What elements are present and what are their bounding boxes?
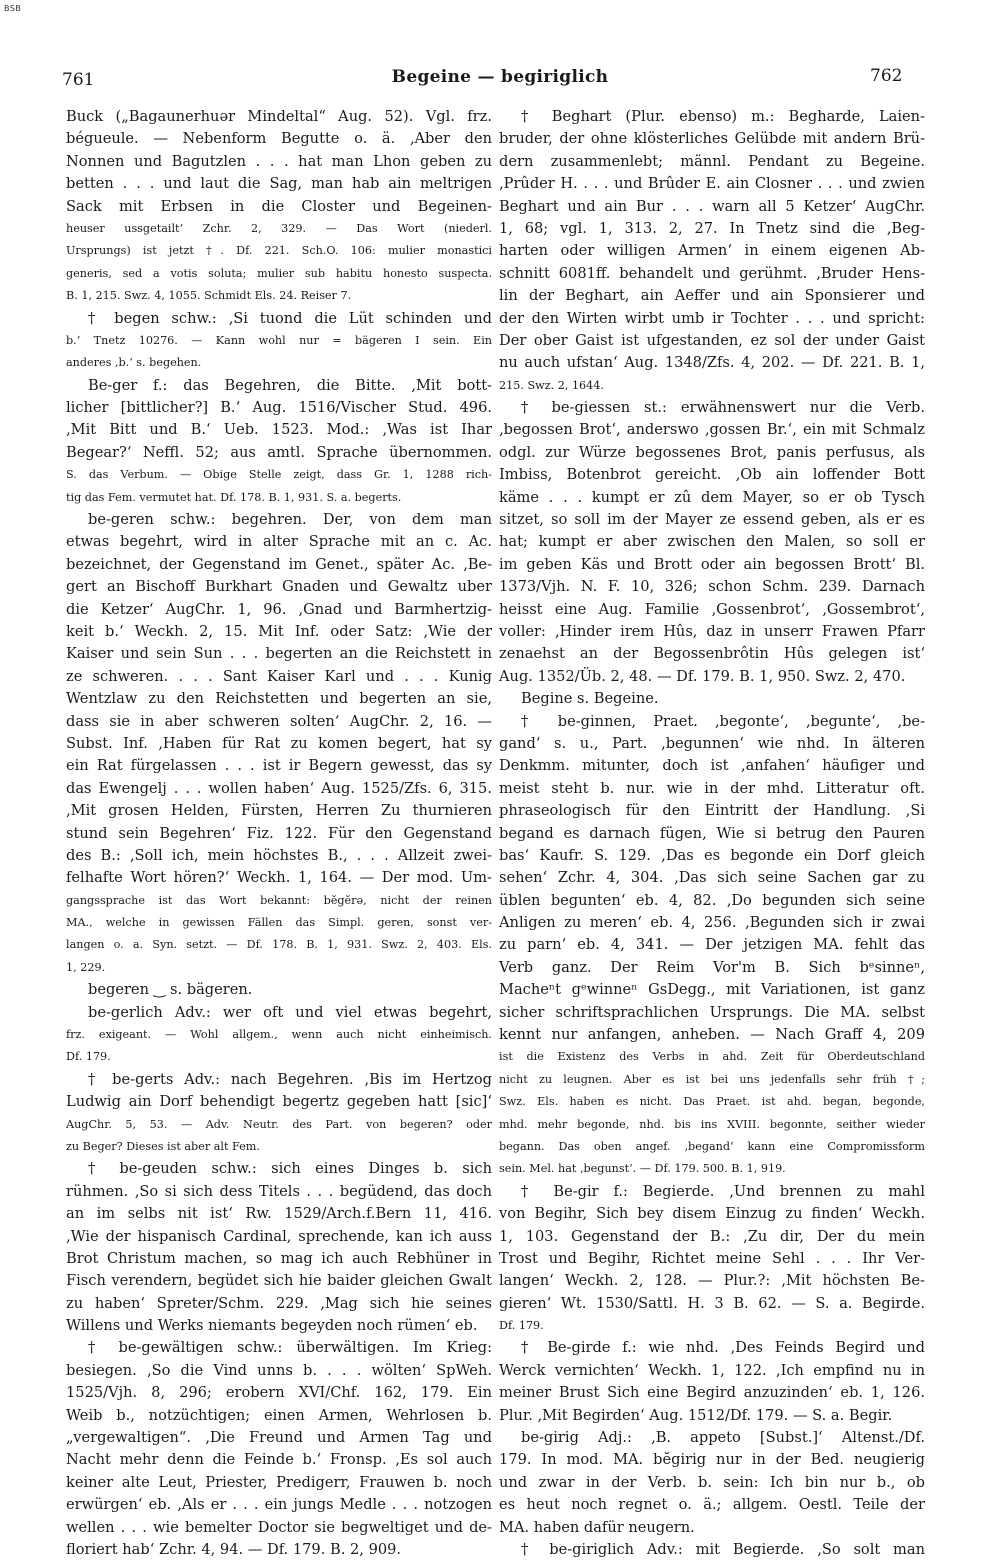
text-line: besiegen. ‚So die Vind unns b. . . . wölten‘ SpWeh.: [66, 1361, 492, 1379]
text-line: lin der Beghart, ain Aeffer und ain Sponsierer und: [499, 287, 925, 305]
text-line: Swz. Els. haben es nicht. Das Praet. ist ahd. began, begonde,: [499, 1095, 925, 1109]
text-line: † Beghart (Plur. ebenso) m.: Begharde, Laien-: [521, 108, 925, 125]
text-line: wellen . . . wie bemelter Doctor sie begweltiget und de-: [66, 1518, 492, 1536]
text-line: Trost und Begihr, Richtet meine Sehl . . . Ihr Ver-: [499, 1249, 925, 1267]
text-line: ‚Prûder H. . . . und Brûder E. ain Closner . . . und zwien: [499, 175, 925, 193]
text-line: ‚Mit Bitt und B.‘ Ueb. 1523. Mod.: ‚Was ist Ihar: [66, 421, 492, 439]
text-line: der den Wirten wirbt umb ir Tochter . . . und spricht:: [499, 309, 925, 327]
text-line: Subst. Inf. ‚Haben für Rat zu komen begert, hat sy: [66, 734, 492, 752]
text-line: Sack mit Erbsen in die Closter und Begeinen-: [66, 197, 492, 215]
text-line: Ludwig ain Dorf behendigt begertz gegeben hatt [sic]‘: [66, 1093, 492, 1111]
text-line: Fisch verendern, begüdet sich hie baider gleichen Gwalt: [66, 1272, 492, 1290]
text-line: Wentzlaw zu den Reichstetten und begerten an sie,: [66, 690, 492, 708]
text-line: Anligen zu meren‘ eb. 4, 256. ‚Begunden sich ir zwai: [499, 914, 925, 932]
text-line: Begine s. Begeine.: [521, 690, 659, 708]
text-line: generis, sed a votis soluta; mulier sub habitu honesto suspecta.: [66, 266, 492, 280]
text-line: 1373/Vjh. N. F. 10, 326; schon Schm. 239. Darnach: [499, 578, 925, 596]
text-line: langen‘ Weckh. 2, 128. — Plur.?: ‚Mit höchsten Be-: [499, 1272, 925, 1290]
text-line: des B.: ‚Soll ich, mein höchstes B., . . . Allzeit zwei-: [66, 846, 492, 864]
text-line: Nonnen und Bagutzlen . . . hat man Lhon geben zu: [66, 152, 492, 170]
text-line: Verb ganz. Der Reim Vor'm B. Sich bᵉsinneⁿ,: [499, 958, 925, 976]
text-line: käme . . . kumpt er zû dem Mayer, so er ob Tysch: [499, 488, 925, 506]
text-line: MA., welche in gewissen Fällen das Simpl. geren, sonst ver-: [66, 916, 492, 930]
text-line: keiner alte Leut, Priester, Predigerr, Frauwen b. noch: [66, 1473, 492, 1491]
text-line: Ursprungs) ist jetzt †. Df. 221. Sch.O. 106: mulier monastici: [66, 244, 492, 258]
text-line: ein Rat fürgelassen . . . ist ir Begern gewesst, das sy: [66, 757, 492, 775]
text-line: dass sie in aber schweren solten‘ AugChr. 2, 16. —: [66, 712, 492, 730]
text-line: bégueule. — Nebenform Begutte o. ä. ‚Aber den: [66, 130, 492, 148]
left-column: [66, 106, 492, 1561]
text-line: Nacht mehr denn die Feinde b.‘ Fronsp. ‚Es sol auch: [66, 1451, 492, 1469]
text-line: und zwar in der Verb. b. sein: Ich bin nur b., ob: [499, 1473, 925, 1491]
running-title: Begeine — begiriglich: [391, 67, 609, 87]
text-line: im geben Käs und Brott oder ain begossen Brott‘ Bl.: [499, 555, 925, 573]
text-line: † be-geuden schw.: sich eines Dinges b. sich: [88, 1160, 492, 1178]
page-number-left: 761: [62, 70, 95, 90]
text-line: Plur. ‚Mit Begirden‘ Aug. 1512/Df. 179. — S. a. Begir.: [499, 1406, 893, 1424]
text-line: Kaiser und sein Sun . . . begerten an die Reichstett in: [66, 645, 492, 663]
text-line: Df. 179.: [499, 1319, 544, 1333]
text-line: sehen‘ Zchr. 4, 304. ‚Das sich seine Sachen gar zu: [499, 869, 925, 887]
text-line: üblen begunten‘ eb. 4, 82. ‚Do begunden sich seine: [499, 891, 925, 909]
text-line: schnitt 6081ff. behandelt und gerühmt. ‚Bruder Hens-: [499, 264, 925, 282]
text-line: floriert hab‘ Zchr. 4, 94. — Df. 179. B. 2, 909.: [66, 1541, 402, 1558]
text-line: kennt nur anfangen, anheben. — Nach Graff 4, 209: [499, 1026, 925, 1044]
text-line: be-gerlich Adv.: wer oft und viel etwas begehrt,: [88, 1003, 492, 1021]
text-line: es heut noch regnet o. ä.; allgem. Oestl. Teile der: [499, 1496, 925, 1514]
text-line: licher [bittlicher?] B.‘ Aug. 1516/Vischer Stud. 496.: [66, 399, 492, 417]
text-line: mhd. mehr begonde, nhd. bis ins XVIII. begonnte, seither wieder: [499, 1117, 925, 1131]
text-line: gand‘ s. u., Part. ‚begunnen‘ wie nhd. In älteren: [499, 734, 925, 752]
text-line: † be-ginnen, Praet. ‚begonte‘, ‚begunte‘, ‚be-: [521, 712, 925, 730]
text-line: stund sein Begehren‘ Fiz. 122. Für den Gegenstand: [66, 824, 492, 842]
text-line: ‚Wie der hispanisch Cardinal, sprechende, kan ich auss: [66, 1227, 492, 1245]
text-line: harten oder willigen Armen‘ in einem eigenen Ab-: [499, 242, 925, 260]
text-line: ist die Existenz des Verbs in ahd. Zeit für Oberdeutschland: [499, 1050, 925, 1064]
text-line: bas‘ Kaufr. S. 129. ‚Das es begonde ein Dorf gleich: [499, 846, 925, 864]
text-line: dern zusammenlebt; männl. Pendant zu Begeine.: [499, 152, 925, 170]
text-line: meist steht b. nur. wie in der mhd. Litteratur oft.: [499, 779, 925, 797]
text-line: 1, 103. Gegenstand der B.: ‚Zu dir, Der du mein: [499, 1227, 925, 1245]
text-line: odgl. zur Würze begossenes Brot, panis perfusus, als: [499, 443, 925, 461]
text-line: 1, 68; vgl. 1, 313. 2, 27. In Tnetz sind die ‚Beg-: [499, 219, 925, 237]
text-line: AugChr. 5, 53. — Adv. Neutr. des Part. von begeren? oder: [66, 1117, 492, 1131]
text-line: erwürgen‘ eb. ‚Als er . . . ein jungs Medle . . . notzogen: [66, 1496, 492, 1514]
text-line: Begear?‘ Neffl. 52; aus amtl. Sprache übernommen.: [66, 443, 492, 461]
text-line: zu haben‘ Spreter/Schm. 229. ‚Mag sich hie seines: [66, 1294, 492, 1312]
right-column: [499, 106, 925, 1561]
library-stamp: BSB: [4, 4, 22, 13]
text-line: Weib b., notzüchtigen; einen Armen, Wehrlosen b.: [66, 1406, 492, 1424]
text-line: das Ewengelj . . . wollen haben‘ Aug. 1525/Zfs. 6, 315.: [66, 779, 492, 797]
text-line: † be-giessen st.: erwähnenswert nur die Verb.: [521, 399, 925, 417]
text-line: begann. Das oben angef. ‚begand‘ kann eine Compromissform: [499, 1139, 925, 1153]
text-line: heuser ussgetailt‘ Zchr. 2, 329. — Das Wort (niederl.: [66, 221, 492, 235]
text-line: Werck vernichten‘ Weckh. 1, 122. ‚Ich empfind nu in: [499, 1361, 925, 1379]
text-line: Brot Christum machen, so mag ich auch Rebhüner in: [66, 1249, 492, 1267]
text-line: begand es darnach fügen, Wie si betrug den Pauren: [499, 824, 925, 842]
text-line: 215. Swz. 2, 1644.: [499, 378, 604, 392]
text-line: sicher schriftsprachlichen Ursprungs. Die MA. selbst: [499, 1003, 925, 1021]
text-line: Macheⁿt gᵉwinneⁿ GsDegg., mit Variationen, ist ganz: [499, 981, 925, 999]
text-line: von Begihr, Sich bey disem Einzug zu finden‘ Weckh.: [499, 1205, 925, 1223]
text-line: † begen schw.: ‚Si tuond die Lüt schinden und: [88, 309, 492, 327]
text-line: nu auch ufstan‘ Aug. 1348/Zfs. 4, 202. — Df. 221. B. 1,: [499, 354, 925, 372]
text-line: anderes ‚b.‘ s. begehen.: [66, 356, 202, 370]
text-line: gieren‘ Wt. 1530/Sattl. H. 3 B. 62. — S. a. Begirde.: [499, 1294, 925, 1312]
text-line: † be-giriglich Adv.: mit Begierde. ‚So solt man: [521, 1541, 925, 1558]
text-line: zenaehst an der Begossenbrôtin Hûs gelegen ist‘: [499, 645, 925, 663]
text-line: gert an Bischoff Burkhart Gnaden und Gewaltz uber: [66, 578, 492, 596]
text-line: nicht zu leugnen. Aber es ist bei uns jedenfalls sehr früh †;: [499, 1072, 925, 1086]
text-line: Df. 179.: [66, 1050, 111, 1064]
text-line: voller: ‚Hinder irem Hûs, daz in unserr Frawen Pfarr: [499, 622, 925, 640]
text-line: bezeichnet, der Gegenstand im Genet., später Ac. ‚Be-: [66, 555, 492, 573]
text-line: † be-gewältigen schw.: überwältigen. Im Krieg:: [88, 1339, 492, 1357]
text-line: Willens und Werks niemants begeyden noch rümen‘ eb.: [66, 1317, 478, 1335]
text-line: B. 1, 215. Swz. 4, 1055. Schmidt Els. 24. Reiser 7.: [66, 289, 352, 303]
text-line: sein. Mel. hat ‚begunst‘. — Df. 179. 500. B. 1, 919.: [499, 1162, 786, 1176]
text-line: b.‘ Tnetz 10276. — Kann wohl nur = bägeren I sein. Ein: [66, 333, 492, 347]
text-line: Aug. 1352/Üb. 2, 48. — Df. 179. B. 1, 950. Swz. 2, 470.: [499, 667, 906, 685]
text-line: meiner Brust Sich eine Begird anzuzinden‘ eb. 1, 126.: [499, 1384, 925, 1402]
text-line: sitzet, so soll im der Mayer ze essend geben, als er es: [499, 511, 925, 529]
text-line: Beghart und ain Bur . . . warn all 5 Ketzer‘ AugChr.: [499, 197, 925, 215]
text-line: keit b.‘ Weckh. 2, 15. Mit Inf. oder Satz: ‚Wie der: [66, 622, 492, 640]
text-line: heisst eine Aug. Familie ‚Gossenbrot‘, ‚Gossembrot‘,: [499, 600, 925, 618]
text-line: 1, 229.: [66, 960, 106, 974]
text-line: etwas begehrt, wird in alter Sprache mit an c. Ac.: [66, 533, 492, 551]
text-line: tig das Fem. vermutet hat. Df. 178. B. 1, 931. S. a. begerts.: [66, 490, 402, 504]
text-line: rühmen. ‚So si sich dess Titels . . . begüdend, das doch: [66, 1182, 492, 1200]
text-line: felhafte Wort hören?‘ Weckh. 1, 164. — Der mod. Um-: [66, 869, 492, 887]
text-line: phraseologisch für den Eintritt der Handlung. ‚Si: [499, 802, 925, 820]
text-line: ‚Mit grosen Helden, Fürsten, Herren Zu thurnieren: [66, 802, 492, 820]
text-line: langen o. a. Syn. setzt. — Df. 178. B. 1, 931. Swz. 2, 403. Els.: [66, 938, 492, 952]
text-line: Buck („Bagaunerhuər Mindeltal“ Aug. 52). Vgl. frz.: [66, 108, 492, 125]
text-line: Imbiss, Botenbrot gereicht. ‚Ob ain loffender Bott: [499, 466, 925, 484]
text-line: hat; kumpt er aber zwischen den Malen, so soll er: [499, 533, 925, 551]
text-line: begeren ‿ s. bägeren.: [88, 981, 253, 999]
text-line: ‚begossen Brot‘, anderswo ‚gossen Br.‘, ein mit Schmalz: [499, 421, 925, 439]
text-line: Der ober Gaist ist ufgestanden, ez sol der under Gaist: [499, 331, 925, 349]
text-line: gangssprache ist das Wort bekannt: bĕgĕrə, nicht der reinen: [66, 893, 492, 907]
text-line: zu parn‘ eb. 4, 341. — Der jetzigen MA. fehlt das: [499, 936, 925, 954]
text-line: ze schweren. . . . Sant Kaiser Karl und . . . Kunig: [66, 667, 492, 685]
text-line: be-girig Adj.: ‚B. appeto [Subst.]‘ Altenst./Df.: [521, 1429, 925, 1447]
text-line: 1525/Vjh. 8, 296; erobern XVI/Chf. 162, 179. Ein: [66, 1384, 492, 1402]
text-line: Denkmm. mitunter, doch ist ‚anfahen‘ häufiger und: [499, 757, 925, 775]
text-line: die Ketzer‘ AugChr. 1, 96. ‚Gnad und Barmhertzig-: [66, 600, 492, 618]
text-line: bruder, der ohne klösterliches Gelübde mit andern Brü-: [499, 130, 925, 148]
text-line: zu Beger? Dieses ist aber alt Fem.: [66, 1139, 260, 1153]
text-line: S. das Verbum. — Obige Stelle zeigt, dass Gr. 1, 1288 rich-: [66, 468, 492, 482]
text-line: 179. In mod. MA. bĕgirig nur in der Bed. neugierig: [499, 1451, 925, 1469]
text-line: Be-ger f.: das Begehren, die Bitte. ‚Mit bott-: [88, 376, 492, 394]
text-line: be-geren schw.: begehren. Der, von dem man: [88, 511, 492, 529]
text-line: betten . . . und laut die Sag, man hab ain meltrigen: [66, 175, 492, 193]
text-line: † be-gerts Adv.: nach Begehren. ‚Bis im Hertzog: [88, 1070, 492, 1088]
text-line: † Be-gir f.: Begierde. ‚Und brennen zu mahl: [521, 1182, 925, 1200]
text-line: † Be-girde f.: wie nhd. ‚Des Feinds Begird und: [521, 1339, 925, 1357]
text-line: frz. exigeant. — Wohl allgem., wenn auch nicht einheimisch.: [66, 1028, 492, 1042]
page-number-right: 762: [870, 66, 903, 86]
text-line: MA. haben dafür neugern.: [499, 1518, 695, 1536]
text-line: „vergewaltigen“. ‚Die Freund und Armen Tag und: [66, 1429, 492, 1447]
text-line: an im selbs nit ist‘ Rw. 1529/Arch.f.Bern 11, 416.: [66, 1205, 492, 1223]
